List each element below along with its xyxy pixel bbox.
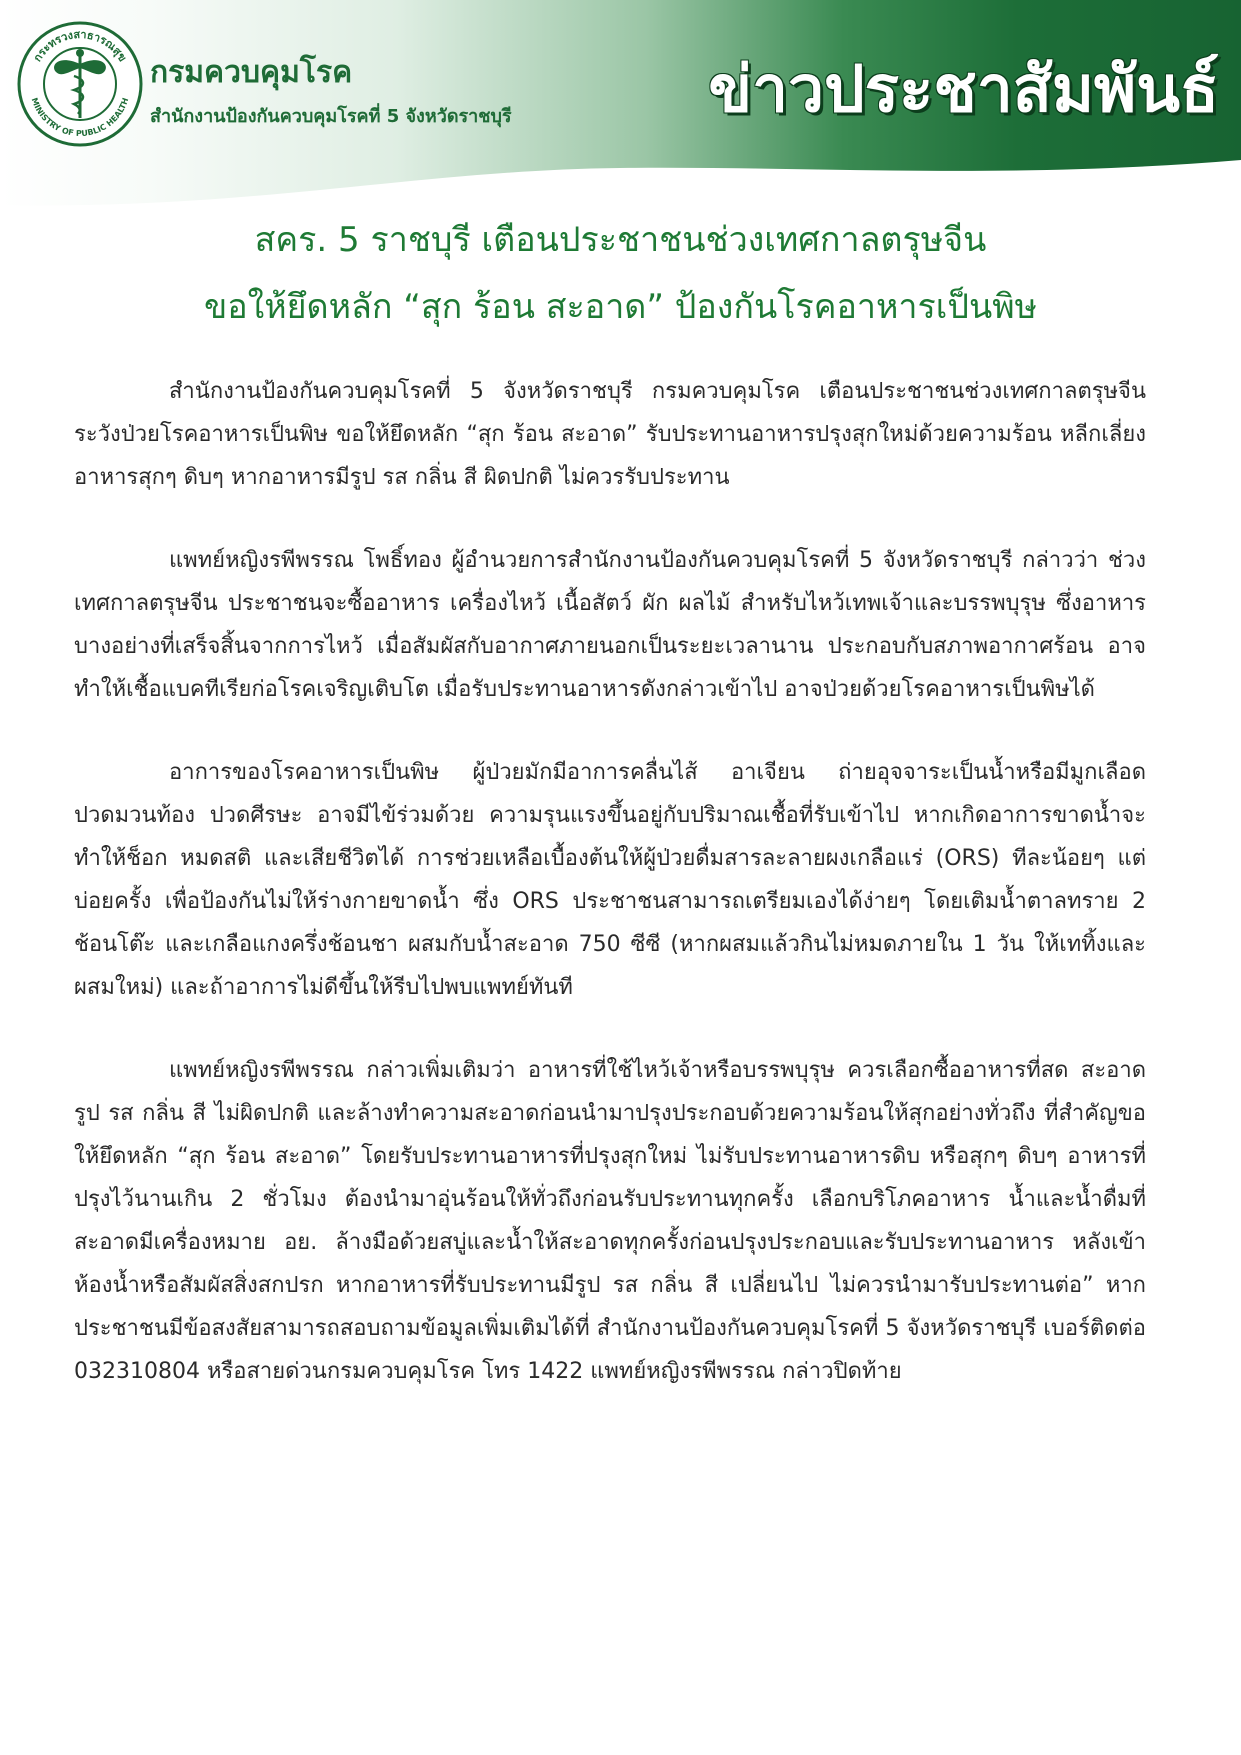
paragraph: อาการของโรคอาหารเป็นพิษ ผู้ป่วยมักมีอาการคลื่นไส้ อาเจียน ถ่ายอุจจาระเป็นน้ำหรือมีมูกเลือด ปวดมวนท้อง ปวดศีรษะ อาจมีไข้ร่วมด้วย ความรุนแรงขึ้นอยู่กับปริมาณเชื้อที่รับเข้าไป หากเกิดอาการขาดน้ำจะทำให้ช็อก หมดสติ และเสียชีวิตได้ การช่วยเหลือเบื้องต้นให้ผู้ป่วยดื่มสารละลายผงเกลือแร่ (ORS) ทีละน้อยๆ แต่บ่อยครั้ง เพื่อป้องกันไม่ให้ร่างกายขาดน้ำ ซึ่ง ORS ประชาชนสามารถเตรียมเองได้ง่ายๆ โดยเติมน้ำตาลทราย 2 ช้อนโต๊ะ และเกลือแกงครึ่งช้อนชา ผสมกับน้ำสะอาด 750 ซีซี (หากผสมแล้วกินไม่หมดภายใน 1 วัน ให้เททิ้งและผสมใหม่) และถ้าอาการไม่ดีขึ้นให้รีบไปพบแพทย์ทันที (74, 760, 1146, 1000)
article-body (74, 370, 1146, 1433)
ministry-logo-icon (16, 20, 144, 148)
org-name: กรมควบคุมโรค (150, 55, 353, 90)
logo-text-bottom: MINISTRY OF PUBLIC HEALTH (29, 96, 131, 139)
paragraph: แพทย์หญิงรพีพรรณ กล่าวเพิ่มเติมว่า อาหารที่ใช้ไหว้เจ้าหรือบรรพบุรุษ ควรเลือกซื้ออาหารที่สด สะอาด รูป รส กลิ่น สี ไม่ผิดปกติ และล้างทำความสะอาดก่อนนำมาปรุงประกอบด้วยความร้อนให้สุกอย่างทั่วถึง ที่สำคัญขอให้ยึดหลัก “สุก ร้อน สะอาด” โดยรับประทานอาหารที่ปรุงสุกใหม่ ไม่รับประทานอาหารดิบ หรือสุกๆ ดิบๆ อาหารที่ปรุงไว้นานเกิน 2 ชั่วโมง ต้องนำมาอุ่นร้อนให้ทั่วถึงก่อนรับประทานทุกครั้ง เลือกบริโภคอาหาร น้ำและน้ำดื่มที่สะอาดมีเครื่องหมาย อย. ล้างมือด้วยสบู่และน้ำให้สะอาดทุกครั้งก่อนปรุงประกอบและรับประทานอาหาร หลังเข้าห้องน้ำหรือสัมผัสสิ่งสกปรก หากอาหารที่รับประทานมีรูป รส กลิ่น สี เปลี่ยนไป ไม่ควรนำมารับประทานต่อ” หากประชาชนมีข้อสงสัยสามารถสอบถามข้อมูลเพิ่มเติมได้ที่ สำนักงานป้องกันควบคุมโรคที่ 5 จังหวัดราชบุรี เบอร์ติดต่อ 032310804 หรือสายด่วนกรมควบคุมโรค โทร 1422 แพทย์หญิงรพีพรรณ กล่าวปิดท้าย (74, 1058, 1146, 1384)
headline-line-2: ขอให้ยึดหลัก “สุก ร้อน สะอาด” ป้องกันโรคอาหารเป็นพิษ (203, 287, 1038, 327)
header-banner (0, 0, 1241, 215)
logo-text-top: กระทรวงสาธารณสุข (30, 27, 130, 64)
paragraph: สำนักงานป้องกันควบคุมโรคที่ 5 จังหวัดราชบุรี กรมควบคุมโรค เตือนประชาชนช่วงเทศกาลตรุษจีน ระวังป่วยโรคอาหารเป็นพิษ ขอให้ยึดหลัก “สุก ร้อน สะอาด” รับประทานอาหารปรุงสุกใหม่ด้วยความร้อน หลีกเลี่ยงอาหารสุกๆ ดิบๆ หากอาหารมีรูป รส กลิ่น สี ผิดปกติ ไม่ควรรับประทาน (74, 379, 1146, 490)
org-subtitle: สำนักงานป้องกันควบคุมโรคที่ 5 จังหวัดราชบุรี (150, 106, 512, 127)
news-title: ข่าวประชาสัมพันธ์ (708, 53, 1219, 127)
headline-line-1: สคร. 5 ราชบุรี เตือนประชาชนช่วงเทศกาลตรุษจีน (254, 220, 987, 260)
header-wave (0, 150, 1241, 220)
paragraph: แพทย์หญิงรพีพรรณ โพธิ์ทอง ผู้อำนวยการสำนักงานป้องกันควบคุมโรคที่ 5 จังหวัดราชบุรี กล่าวว่า ช่วงเทศกาลตรุษจีน ประชาชนจะซื้ออาหาร เครื่องไหว้ เนื้อสัตว์ ผัก ผลไม้ สำหรับไหว้เทพเจ้าและบรรพบุรุษ ซึ่งอาหารบางอย่างที่เสร็จสิ้นจากการไหว้ เมื่อสัมผัสกับอากาศภายนอกเป็นระยะเวลานาน ประกอบกับสภาพอากาศร้อน อาจทำให้เชื้อแบคทีเรียก่อโรคเจริญเติบโต เมื่อรับประทานอาหารดังกล่าวเข้าไป อาจป่วยด้วยโรคอาหารเป็นพิษได้ (74, 548, 1146, 702)
